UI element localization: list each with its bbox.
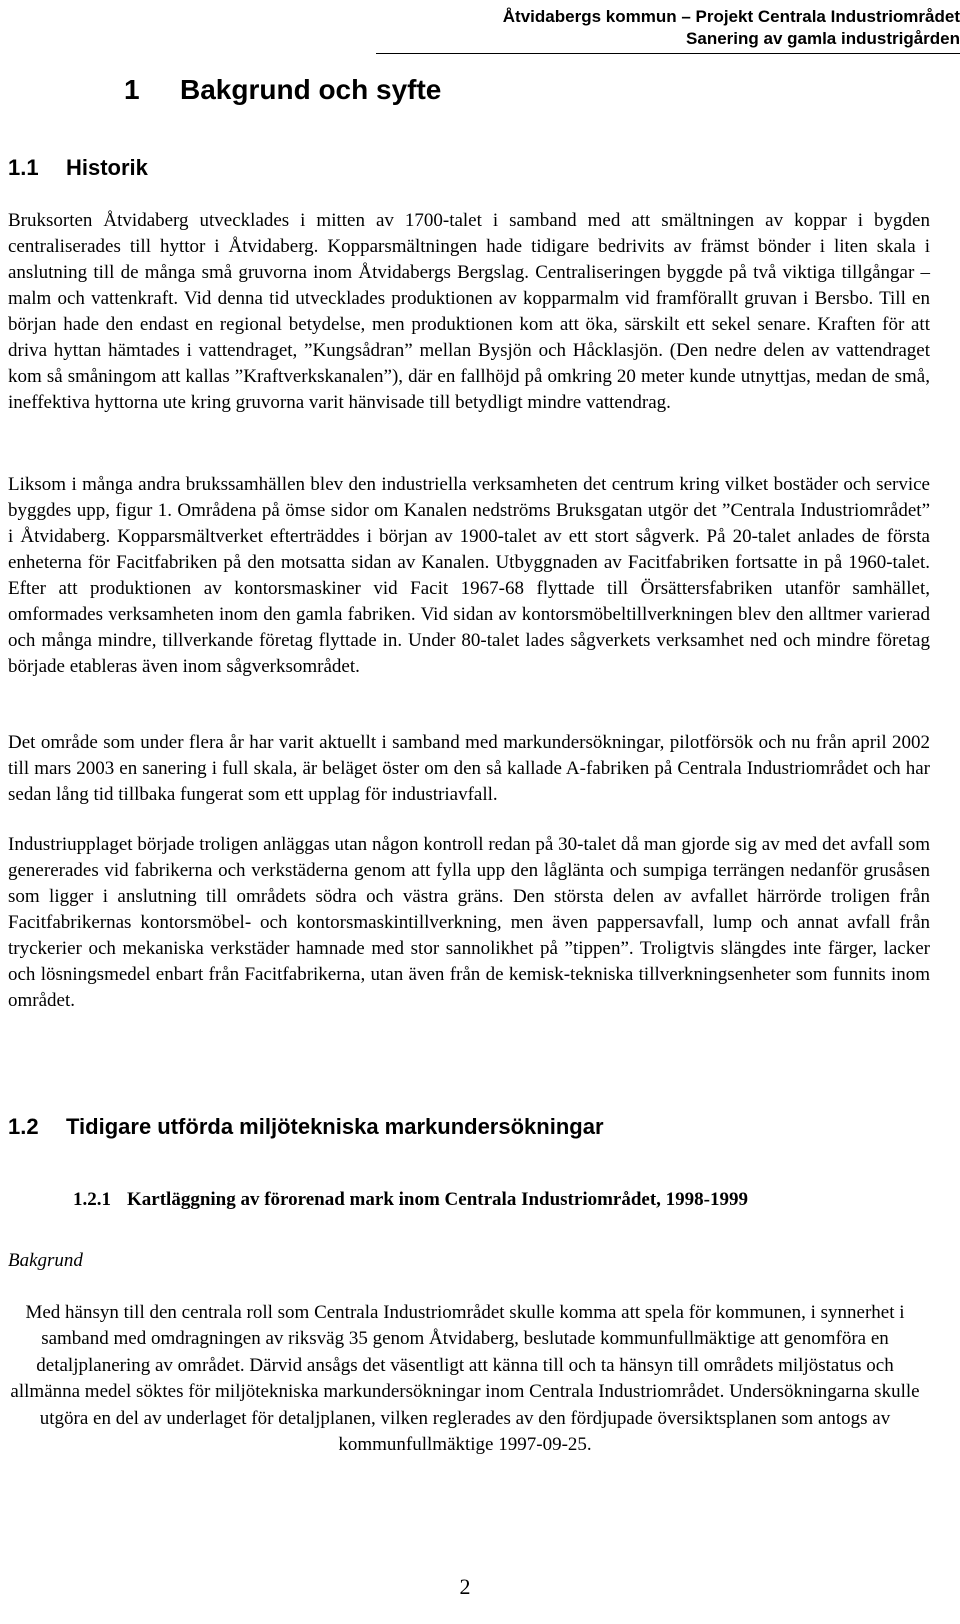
section-1-1-heading bbox=[8, 153, 148, 183]
section-1-2-1-title: Kartläggning av förorenad mark inom Centrala Industriområdet, 1998-1999 bbox=[127, 1189, 749, 1210]
section-1-heading bbox=[124, 72, 441, 108]
paragraph-historik-1: Bruksorten Åtvidaberg utvecklades i mitten av 1700-talet i samband med att smältningen av koppar i bygden centraliserades till hyttor i Åtvidaberg. Kopparsmältningen hade tidigare bedrivits av främst bönder i liten skala i anslutning till de många små gruvorna inom Åtvidabergs Bergslag. Centraliseringen byggde på två viktiga tillgångar – malm och vattenkraft. Vid denna tid utvecklades produktionen av kopparmalm vid framförallt gruvan i Bersbo. Till en början hade den endast en regional betydelse, men produktionen kom att öka, särskilt ett sekel senare. Kraften för att driva hyttan hämtades i vattendraget, ”Kungsådran” mellan Bysjön och Håcklasjön. (Den nedre delen av vattendraget kom så småningom att kallas ”Kraftverkskanalen”), där en fallhöjd på omkring 20 meter kunde utnyttjas, medan de små, ineffektiva hyttorna ute kring gruvorna varit hänvisade till betydligt mindre vattendrag. bbox=[8, 210, 930, 413]
running-header bbox=[260, 6, 960, 50]
page-number: 2 bbox=[459, 1574, 471, 1599]
section-1-number: 1 bbox=[124, 74, 140, 105]
section-1-2-title: Tidigare utförda miljötekniska markundersökningar bbox=[66, 1114, 604, 1139]
section-1-2-number: 1.2 bbox=[8, 1114, 39, 1139]
header-subtitle: Sanering av gamla industrigården bbox=[686, 29, 960, 48]
paragraph-historik-3: Det område som under flera år har varit aktuellt i samband med markundersökningar, pilotförsök och nu från april 2002 till mars 2003 en sanering i full skala, är beläget öster om den så kallade A-fabriken på Centrala Industriområdet och har sedan lång tid tillbaka fungerat som ett upplag för industriavfall. bbox=[8, 732, 930, 805]
section-1-2-1-number: 1.2.1 bbox=[73, 1189, 111, 1210]
header-divider bbox=[376, 53, 960, 54]
section-1-title: Bakgrund och syfte bbox=[180, 74, 442, 105]
section-1-2-heading bbox=[8, 1112, 604, 1142]
header-project-title: Åtvidabergs kommun – Projekt Centrala Industriområdet bbox=[502, 7, 960, 26]
section-1-1-number: 1.1 bbox=[8, 155, 39, 180]
section-1-2-1-heading bbox=[73, 1187, 748, 1213]
subsection-label-bakgrund: Bakgrund bbox=[8, 1250, 83, 1271]
paragraph-bakgrund: Med hänsyn till den centrala roll som Centrala Industriområdet skulle komma att spela för kommunen, i synnerhet i samband med omdragningen av riksväg 35 genom Åtvidaberg, beslutade kommunfullmäktige att genomföra en detaljplanering av området. Därvid ansågs det väsentligt att känna till och ta hänsyn till områdets miljöstatus och allmänna medel söktes för miljötekniska markundersökningar inom Centrala Industriområdet. Undersökningarna skulle utgöra en del av underlaget för detaljplanen, vilken reglerades av den fördjupade översiktsplanen som antogs av kommunfullmäktige 1997-09-25. bbox=[10, 1302, 920, 1456]
paragraph-historik-2: Liksom i många andra brukssamhällen blev den industriella verksamheten det centrum kring vilket bostäder och service byggdes upp, figur 1. Områdena på ömse sidor om Kanalen nedströms Bruksgatan utgör det ”Centrala Industriområdet” i Åtvidaberg. Kopparsmältverket efterträddes i början av 1900-talet av ett stort sågverk. På 20-talet anlades de första enheterna för Facitfabriken på den motsatta sidan av Kanalen. Utbyggnaden av Facitfabriken fortsatte in på 1960-talet. Efter att produktionen av kontorsmaskiner vid Facit 1967-68 flyttade till Örsättersfabriken utanför samhället, omformades verksamheten inom den gamla fabriken. Vid sidan av kontorsmöbeltillverkningen blev den alltmer varierad och många mindre, tillverkande företag flyttade in. Under 80-talet lades sågverkets verksamhet ned och mindre företag började etableras även inom sågverksområdet. bbox=[8, 474, 930, 677]
section-1-1-title: Historik bbox=[66, 155, 148, 180]
paragraph-historik-4: Industriupplaget började troligen anläggas utan någon kontroll redan på 30-talet då man gjorde sig av med det avfall som genererades vid fabrikerna och verkstäderna genom att fylla upp den låglänta och sumpiga terrängen nedanför grusåsen som ligger i anslutning till områdets södra och västra gräns. Den största delen av avfallet härrörde troligen från Facitfabrikernas kontorsmöbel- och kontorsmaskintillverkning, men även pappersavfall, lump och annat avfall från tryckerier och mekaniska verkstäder hamnade med stor sannolikhet på ”tippen”. Troligtvis slängdes inte färger, lacker och lösningsmedel enbart från Facitfabrikerna, utan även från de kemisk-tekniska tillverkningsenheter som funnits inom området. bbox=[8, 834, 930, 1011]
